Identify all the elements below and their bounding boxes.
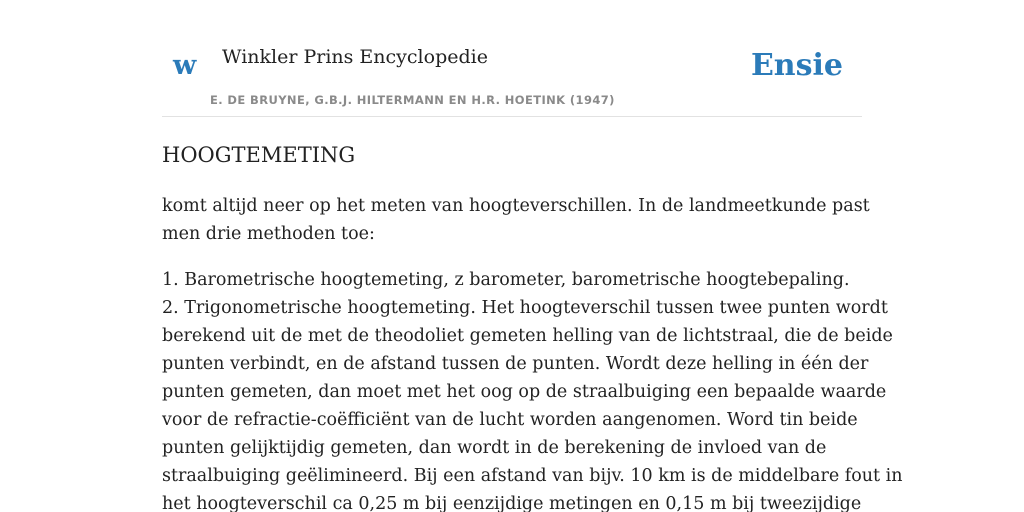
text-line: voor de refractie-coëfficiënt van de lucht worden aangenomen. Word tin beide	[162, 410, 858, 430]
text-line: 1. Barometrische hoogtemeting, z barometer, barometrische hoogtebepaling.	[162, 270, 850, 290]
text-line: 2. Trigonometrische hoogtemeting. Het hoogteverschil tussen twee punten wordt	[162, 298, 888, 318]
text-line: punten verbindt, en de afstand tussen de punten. Wordt deze helling in één der	[162, 354, 869, 374]
text-line: punten gemeten, dan moet met het oog op de straalbuiging een bepaalde waarde	[162, 382, 887, 402]
article-title: HOOGTEMETING	[162, 143, 356, 167]
ensie-logo[interactable]: Ensie	[750, 48, 843, 83]
article	[162, 140, 903, 512]
book-title[interactable]: Winkler Prins Encyclopedie	[222, 46, 488, 68]
book-authors: E. DE BRUYNE, G.B.J. HILTERMANN EN H.R. HOETINK (1947)	[210, 93, 615, 107]
article-body-paragraph	[162, 266, 903, 512]
text-line: komt altijd neer op het meten van hoogteverschillen. In de landmeetkunde past	[162, 196, 870, 216]
text-line: punten gelijktijdig gemeten, dan wordt in de berekening de invloed van de	[162, 438, 827, 458]
text-line: men drie methoden toe:	[162, 224, 375, 244]
text-line: straalbuiging geëlimineerd. Bij een afstand van bijv. 10 km is de middelbare fout in	[162, 466, 903, 486]
book-logo-icon[interactable]: w	[173, 50, 197, 81]
site-header	[162, 0, 862, 117]
text-line: het hoogteverschil ca 0,25 m bij eenzijdige metingen en 0,15 m bij tweezijdige	[162, 494, 862, 512]
text-line: berekend uit de met de theodoliet gemeten helling van de lichtstraal, die de beide	[162, 326, 893, 346]
article-intro-paragraph	[162, 192, 870, 248]
